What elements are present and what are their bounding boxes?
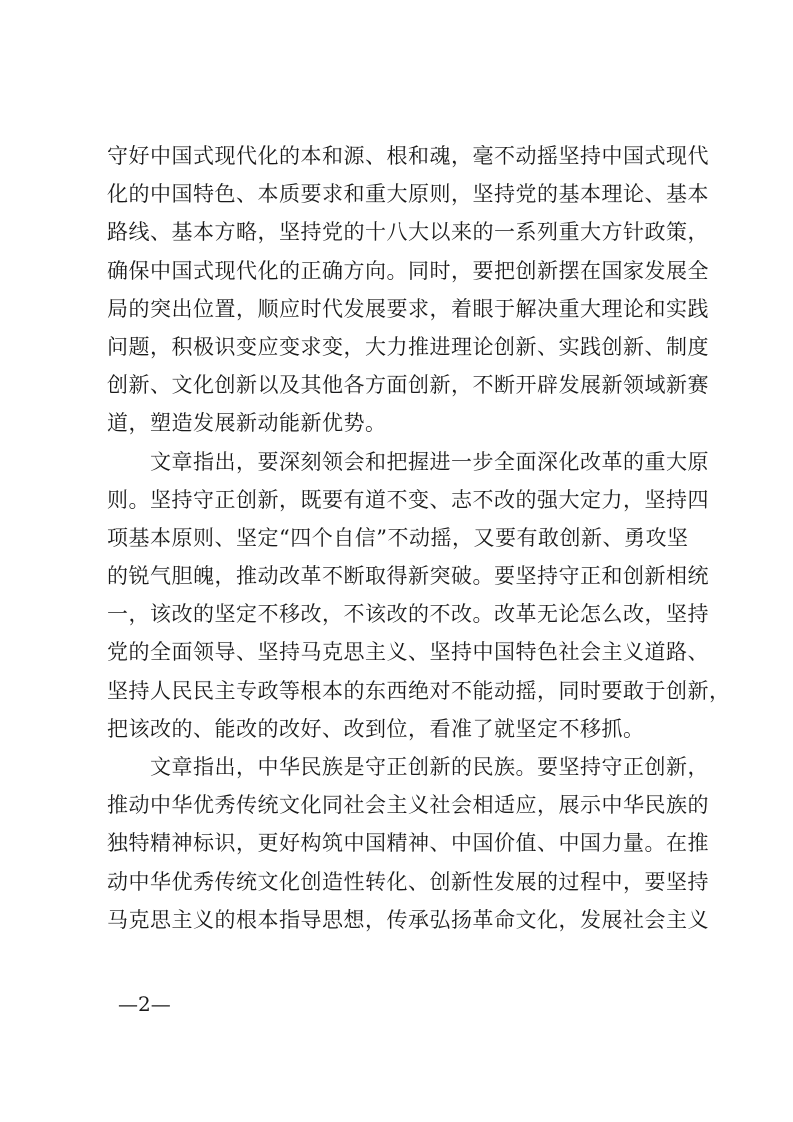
text-line: 独特精神标识，更好构筑中国精神、中国价值、中国力量。在推 bbox=[107, 831, 709, 856]
text-line: 文章指出，中华民族是守正创新的民族。要坚持守正创新， bbox=[107, 755, 709, 779]
text-line: 坚持人民民主专政等根本的东西绝对不能动摇，同时要敢于创新， bbox=[107, 678, 731, 703]
text-line: 的锐气胆魄，推动改革不断取得新突破。要坚持守正和创新相统 bbox=[107, 564, 709, 589]
text-line: 动中华优秀传统文化创造性转化、创新性发展的过程中，要坚持 bbox=[107, 869, 709, 894]
text-line: 推动中华优秀传统文化同社会主义社会相适应，展示中华民族的 bbox=[107, 793, 709, 818]
text-line: 文章指出，要深刻领会和把握进一步全面深化改革的重大原 bbox=[107, 449, 709, 474]
text-line: 守好中国式现代化的本和源、根和魂，毫不动摇坚持中国式现代 bbox=[107, 144, 709, 168]
text-line: 道，塑造发展新动能新优势。 bbox=[107, 411, 387, 436]
text-line: 马克思主义的根本指导思想，传承弘扬革命文化，发展社会主义 bbox=[107, 907, 709, 932]
text-line: 确保中国式现代化的正确方向。同时，要把创新摆在国家发展全 bbox=[107, 258, 709, 283]
page-number: —2— bbox=[118, 992, 171, 1016]
text-line: 党的全面领导、坚持马克思主义、坚持中国特色社会主义道路、 bbox=[107, 640, 709, 665]
text-line: 一，该改的坚定不移改，不该改的不改。改革无论怎么改，坚持 bbox=[107, 602, 709, 627]
body-text bbox=[107, 137, 731, 939]
text-line: 项基本原则、坚定“四个自信”不动摇，又要有敢创新、勇攻坚 bbox=[107, 525, 689, 550]
text-line: 则。坚持守正创新，既要有道不变、志不改的强大定力，坚持四 bbox=[107, 487, 709, 512]
text-line: 路线、基本方略，坚持党的十八大以来的一系列重大方针政策， bbox=[107, 220, 709, 245]
text-line: 把该改的、能改的改好、改到位，看准了就坚定不移抓。 bbox=[107, 716, 645, 741]
text-line: 问题，积极识变应变求变，大力推进理论创新、实践创新、制度 bbox=[107, 334, 709, 359]
text-line: 局的突出位置，顺应时代发展要求，着眼于解决重大理论和实践 bbox=[107, 296, 709, 321]
text-line: 创新、文化创新以及其他各方面创新，不断开辟发展新领域新赛 bbox=[107, 373, 709, 398]
text-line: 化的中国特色、本质要求和重大原则，坚持党的基本理论、基本 bbox=[107, 182, 709, 207]
